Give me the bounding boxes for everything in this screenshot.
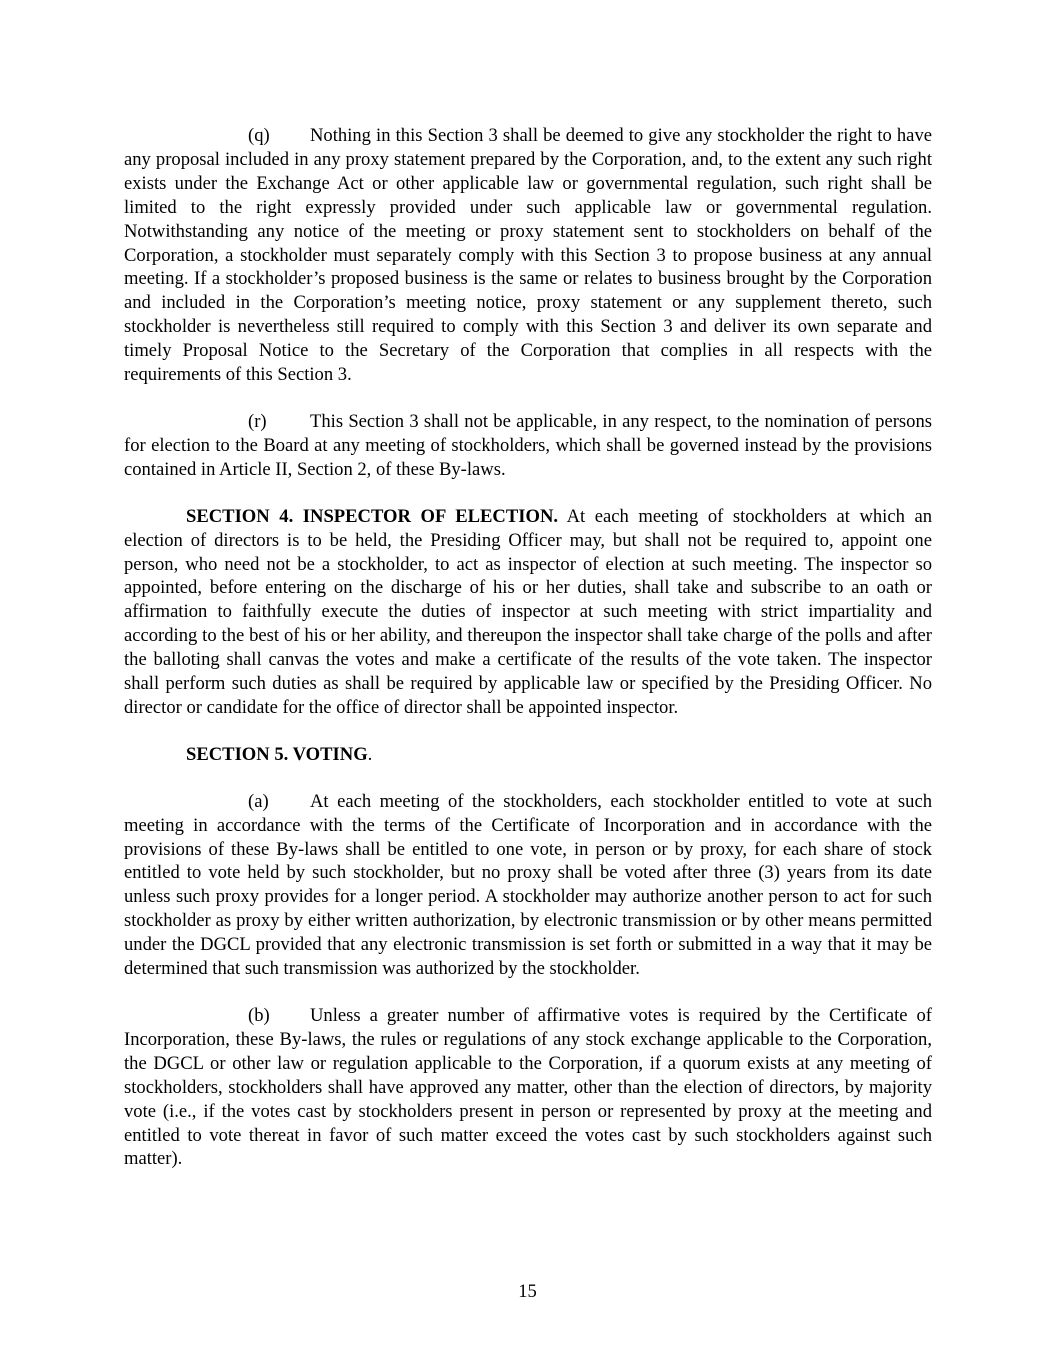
paragraph-q-text: Nothing in this Section 3 shall be deemed to give any stockholder the right to have any proposal included in any proxy statement prepared by the Corporation, and, to the extent any such right exists under the Exchange Act or other applicable law or governmental regulation, such right shall be limited to the right expressly provided under such applicable law or governmental regulation. Notwithstanding any notice of the meeting or proxy statement sent to stockholders on behalf of the Corporation, a stockholder must separately comply with this Section 3 to propose business at any annual meeting. If a stockholder’s proposed business is the same or relates to business brought by the Corporation and included in the Corporation’s meeting notice, proxy statement or any supplement thereto, such stockholder is nevertheless still required to comply with this Section 3 and deliver its own separate and timely Proposal Notice to the Secretary of the Corporation that complies in all respects with the requirements of this Section 3.	[124, 125, 932, 386]
paragraph-q	[124, 124, 932, 387]
paragraph-b-marker: (b)	[248, 1005, 270, 1026]
paragraph-b	[124, 1004, 932, 1171]
paragraph-a-marker: (a)	[248, 790, 269, 812]
paragraph-a-text: At each meeting of the stockholders, each stockholder entitled to vote at such meeting in accordance with the terms of the Certificate of Incorporation and in accordance with the provisions of these By-laws shall be entitled to one vote, in person or by proxy, for each share of stock entitled to vote held by such stockholder, but no proxy shall be voted after three (3) years from its date unless such proxy provides for a longer period. A stockholder may authorize another person to act for such stockholder as proxy by either written authorization, by electronic transmission or by other means permitted under the DGCL provided that any electronic transmission is set forth or submitted in a way that it may be determined that such transmission was authorized by the stockholder.	[124, 790, 932, 980]
page-number: 15	[518, 1281, 537, 1302]
paragraph-a	[124, 790, 932, 981]
section-4-heading: SECTION 4. INSPECTOR OF ELECTION.	[186, 505, 559, 527]
section-5-heading: SECTION 5. VOTING	[186, 743, 368, 765]
section-4-text: At each meeting of stockholders at which an election of directors is to be held, the Presiding Officer may, but shall not be required to, appoint one person, who need not be a stockholder, to act as inspector of election at such meeting. The inspector so appointed, before entering on the discharge of his or her duties, shall take and subscribe to an oath or affirmation to faithfully execute the duties of inspector at such meeting with strict impartiality and according to the best of his or her ability, and thereupon the inspector shall take charge of the polls and after the balloting shall canvas the votes and make a certificate of the results of the vote taken. The inspector shall perform such duties as shall be required by applicable law or specified by the Presiding Officer. No director or candidate for the office of director shall be appointed inspector.	[124, 505, 933, 718]
paragraph-q-marker: (q)	[248, 125, 270, 146]
document-body	[124, 124, 932, 1194]
paragraph-b-text: Unless a greater number of affirmative votes is required by the Certificate of Incorporation, these By-laws, the rules or regulations of any stock exchange applicable to the Corporation, the DGCL or other law or regulation applicable to the Corporation, if a quorum exists at any meeting of stockholders, stockholders shall have approved any matter, other than the election of directors, by majority vote (i.e., if the votes cast by stockholders present in person or represented by proxy at the meeting and entitled to vote thereat in favor of such matter exceed the votes cast by such stockholders against such matter).	[124, 1005, 932, 1170]
paragraph-r-marker: (r)	[248, 410, 267, 432]
section-5-heading-period: .	[367, 743, 373, 765]
section-4-paragraph	[124, 505, 932, 720]
paragraph-r	[124, 410, 932, 482]
paragraph-r-text: This Section 3 shall not be applicable, in any respect, to the nomination of persons for election to the Board at any meeting of stockholders, which shall be governed instead by the provisions contained in Article II, Section 2, of these By-laws.	[124, 410, 932, 480]
section-5-paragraph	[124, 743, 932, 767]
